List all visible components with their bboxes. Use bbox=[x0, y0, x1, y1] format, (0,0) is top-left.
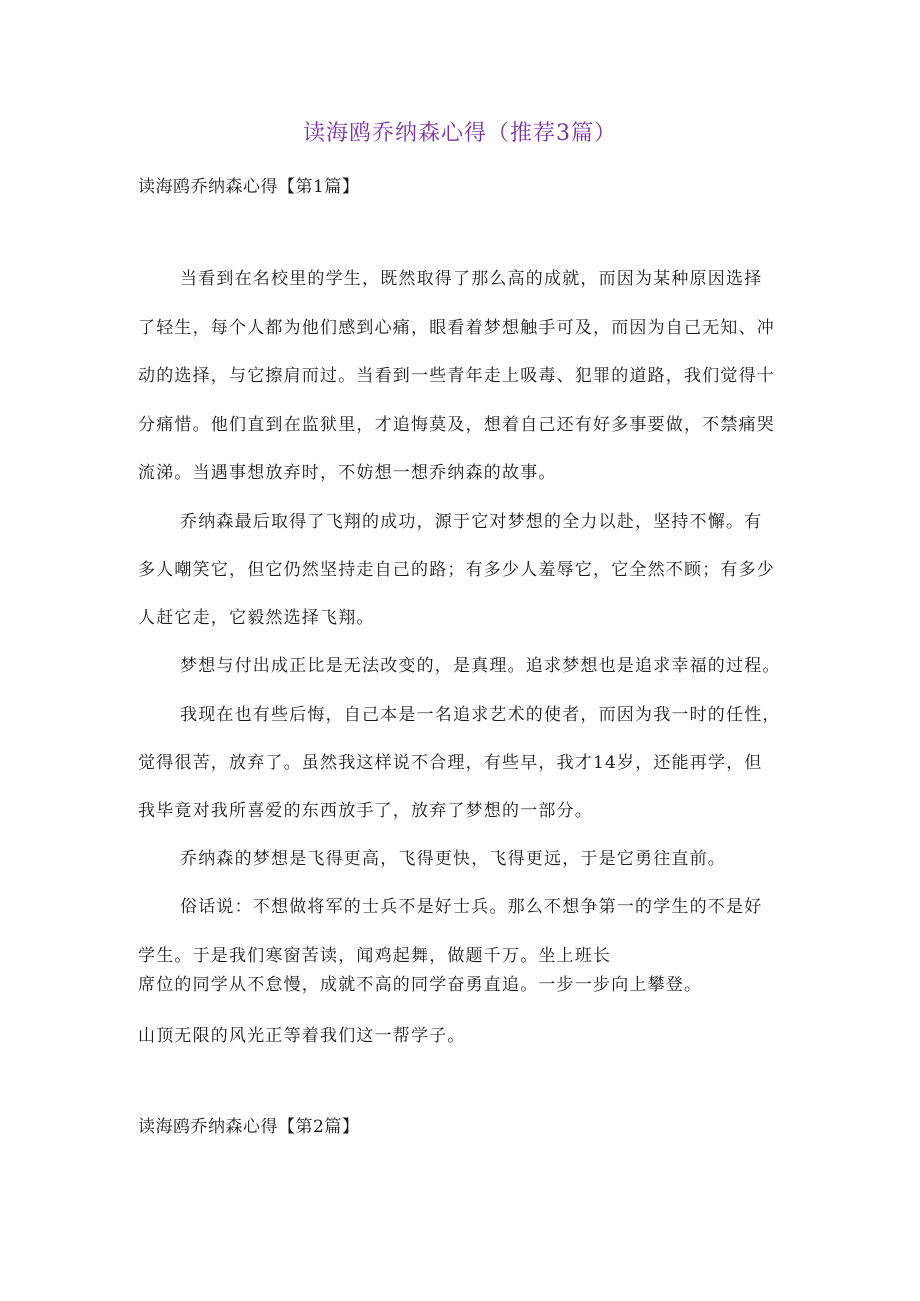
paragraph-line: 山顶无限的风光正等着我们这一帮学子。 bbox=[138, 1026, 466, 1046]
paragraph-line: 了轻生，每个人都为他们感到心痛，眼看着梦想触手可及，而因为自己无知、冲 bbox=[138, 318, 775, 338]
section-heading-1: 读海鸥乔纳森心得【第1篇】 bbox=[138, 177, 360, 197]
paragraph-line: 俗话说：不想做将军的士兵不是好士兵。那么不想争第一的学生的不是好 bbox=[180, 897, 763, 917]
paragraph-line: 流涕。当遇事想放弃时，不妨想一想乔纳森的故事。 bbox=[138, 463, 557, 483]
document-title: 读海鸥乔纳森心得（推荐3篇） bbox=[303, 121, 617, 146]
section-heading-2: 读海鸥乔纳森心得【第2篇】 bbox=[138, 1117, 360, 1137]
paragraph-line: 乔纳森的梦想是飞得更高，飞得更快，飞得更远，于是它勇往直前。 bbox=[180, 849, 726, 869]
paragraph-line: 学生。于是我们寒窗苦读，闻鸡起舞，做题千万。坐上班长 bbox=[138, 946, 612, 966]
paragraph-line: 动的选择，与它擦肩而过。当看到一些青年走上吸毒、犯罪的道路，我们觉得十 bbox=[138, 366, 775, 386]
paragraph-line: 分痛惜。他们直到在监狱里，才追悔莫及，想着自己还有好多事要做，不禁痛哭 bbox=[138, 415, 775, 435]
paragraph-line: 梦想与付出成正比是无法改变的，是真理。追求梦想也是追求幸福的过程。 bbox=[180, 656, 781, 676]
paragraph-line: 我毕竟对我所喜爱的东西放手了，放弃了梦想的一部分。 bbox=[138, 801, 593, 821]
paragraph-line: 觉得很苦，放弃了。虽然我这样说不合理，有些早，我才14岁，还能再学，但 bbox=[138, 753, 763, 773]
paragraph-line: 当看到在名校里的学生，既然取得了那么高的成就，而因为某种原因选择 bbox=[180, 269, 763, 289]
paragraph-line: 席位的同学从不怠慢，成就不高的同学奋勇直追。一步一步向上攀登。 bbox=[138, 975, 703, 995]
paragraph-line: 人赶它走，它毅然选择飞翔。 bbox=[138, 608, 375, 628]
paragraph-line: 乔纳森最后取得了飞翔的成功，源于它对梦想的全力以赴，坚持不懈。有 bbox=[180, 512, 763, 532]
paragraph-line: 我现在也有些后悔，自己本是一名追求艺术的使者，而因为我一时的任性， bbox=[180, 705, 781, 725]
paragraph-line: 多人嘲笑它，但它仍然坚持走自己的路；有多少人羞辱它，它全然不顾；有多少 bbox=[138, 560, 775, 580]
